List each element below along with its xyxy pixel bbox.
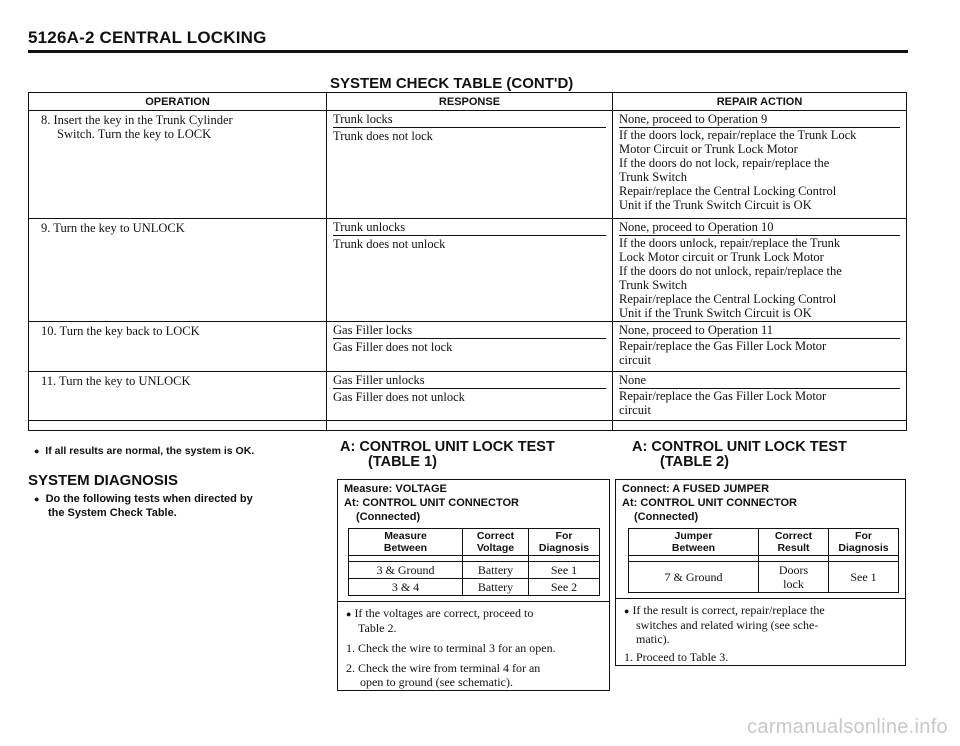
table1-header: [338, 480, 609, 524]
table2-col-header: Correct Result: [759, 529, 829, 556]
table1-header-line: (Connected): [356, 511, 421, 523]
table1-cell: See 2: [529, 579, 600, 596]
response-text: Gas Filler does not unlock: [333, 389, 465, 404]
table1-note-line: If the voltages are correct, proceed to: [354, 606, 534, 620]
repair-text: If the doors unlock, repair/replace the Trunk: [619, 235, 841, 250]
table2-header-line: (Connected): [634, 511, 699, 523]
table-row: [349, 562, 600, 579]
table2-title: [632, 440, 872, 470]
table1-title-line: A: CONTROL UNIT LOCK TEST: [340, 439, 555, 455]
repair-text: circuit: [619, 402, 651, 417]
table1-header-line: Measure: VOLTAGE: [344, 483, 447, 495]
divider: [338, 601, 609, 602]
table2-title-line: A: CONTROL UNIT LOCK TEST: [632, 439, 847, 455]
table-row: [29, 111, 907, 129]
table-row: [29, 322, 907, 340]
table2-step: 1. Proceed to Table 3.: [624, 650, 729, 664]
repair-text: Repair/replace the Central Locking Control: [619, 184, 837, 198]
operation-cell: [29, 322, 327, 372]
repair-text: Repair/replace the Gas Filler Lock Motor: [619, 388, 827, 403]
diagnosis-line: the System Check Table.: [48, 507, 177, 519]
repair-text: circuit: [619, 353, 651, 367]
table2-notes: [624, 603, 900, 664]
table2-header-line: At: CONTROL UNIT CONNECTOR: [622, 497, 797, 509]
repair-text: None: [619, 372, 900, 389]
repair-text: Unit if the Trunk Switch Circuit is OK: [619, 198, 812, 212]
divider: [616, 598, 905, 599]
table2-note-line: If the result is correct, repair/replace the: [632, 603, 825, 617]
table1-grid: [348, 528, 600, 596]
response-text: Trunk unlocks: [333, 219, 606, 236]
operation-text: 10. Turn the key back to LOCK: [41, 324, 200, 338]
table-row: [349, 579, 600, 596]
column-header-response: RESPONSE: [327, 93, 613, 111]
table2-box: [615, 479, 906, 666]
repair-text: Unit if the Trunk Switch Circuit is OK: [619, 305, 812, 320]
table1-step: 1. Check the wire to terminal 3 for an open.: [346, 641, 556, 655]
table1-cell: See 1: [529, 562, 600, 579]
page-header: [28, 28, 908, 48]
bullet-icon: ●: [34, 446, 40, 456]
operation-cell: [29, 111, 327, 219]
system-diagnosis-text: [34, 492, 304, 520]
response-text: Gas Filler locks: [333, 322, 606, 339]
table2-note-line: switches and related wiring (see sche-: [636, 618, 819, 632]
table2-title-line: (TABLE 2): [660, 454, 730, 470]
response-text: Trunk does not lock: [333, 129, 433, 143]
table1-notes: [346, 606, 604, 689]
column-header-operation: OPERATION: [29, 93, 327, 111]
operation-text: Switch. Turn the key to LOCK: [57, 127, 212, 141]
response-text: Trunk does not unlock: [333, 236, 446, 251]
table1-step: open to ground (see schematic).: [360, 675, 513, 689]
table2-cell: Doors lock: [759, 562, 829, 593]
repair-text: Trunk Switch: [619, 170, 687, 184]
table1-col-header: Measure Between: [349, 529, 463, 556]
table1-title-line: (TABLE 1): [368, 454, 438, 470]
table-row: [629, 562, 899, 593]
system-check-table-title: SYSTEM CHECK TABLE (CONT'D): [330, 75, 574, 92]
bullet-icon: ●: [34, 494, 40, 504]
table2-note-line: matic).: [636, 632, 670, 646]
table-row: [29, 218, 907, 236]
repair-text: None, proceed to Operation 11: [619, 322, 900, 339]
table2-col-header: Jumper Between: [629, 529, 759, 556]
table2-header: [616, 480, 905, 524]
table-row: [29, 371, 907, 389]
system-ok-note: [34, 445, 254, 457]
table1-box: [337, 479, 610, 691]
response-text: Gas Filler unlocks: [333, 372, 606, 389]
bullet-icon: ●: [624, 606, 630, 616]
system-diagnosis-heading: SYSTEM DIAGNOSIS: [28, 472, 179, 489]
repair-text: If the doors do not lock, repair/replace the: [619, 156, 830, 170]
header-rule: [28, 50, 908, 53]
table2-grid: [628, 528, 899, 593]
repair-text: None, proceed to Operation 10: [619, 219, 900, 236]
page-header-title: 5126A-2 CENTRAL LOCKING: [28, 28, 267, 47]
operation-cell: [29, 218, 327, 322]
operation-text: 8. Insert the key in the Trunk Cylinder: [41, 113, 233, 127]
response-text: Trunk locks: [333, 111, 606, 128]
repair-text: Motor Circuit or Trunk Lock Motor: [619, 142, 798, 156]
table1-header-line: At: CONTROL UNIT CONNECTOR: [344, 497, 519, 509]
table1-note-line: Table 2.: [358, 621, 397, 635]
table-row-empty: [29, 421, 907, 431]
bullet-icon: ●: [346, 609, 352, 619]
watermark: carmanualsonline.info: [747, 716, 948, 738]
repair-text: Lock Motor circuit or Trunk Lock Motor: [619, 249, 824, 264]
table1-step: 2. Check the wire from terminal 4 for an: [346, 661, 541, 675]
table1-cell: Battery: [463, 562, 529, 579]
repair-text: If the doors do not unlock, repair/replace the: [619, 263, 842, 278]
column-header-repair-action: REPAIR ACTION: [613, 93, 907, 111]
table2-header-line: Connect: A FUSED JUMPER: [622, 483, 770, 495]
table1-title: [340, 440, 580, 470]
table2-cell: 7 & Ground: [629, 562, 759, 593]
system-ok-text: If all results are normal, the system is OK.: [45, 445, 255, 457]
table1-col-header: For Diagnosis: [529, 529, 600, 556]
operation-text: 11. Turn the key to UNLOCK: [41, 373, 191, 388]
repair-text: Repair/replace the Gas Filler Lock Motor: [619, 339, 827, 353]
table2-cell: See 1: [829, 562, 899, 593]
repair-text: None, proceed to Operation 9: [619, 111, 900, 128]
response-text: Gas Filler does not lock: [333, 340, 453, 354]
repair-text: If the doors lock, repair/replace the Trunk Lock: [619, 128, 857, 142]
table1-cell: 3 & 4: [349, 579, 463, 596]
diagnosis-line: Do the following tests when directed by: [45, 493, 253, 505]
system-check-table: [28, 92, 907, 431]
table1-cell: 3 & Ground: [349, 562, 463, 579]
table2-col-header: For Diagnosis: [829, 529, 899, 556]
repair-text: Repair/replace the Central Locking Control: [619, 291, 837, 306]
operation-text: 9. Turn the key to UNLOCK: [41, 220, 185, 235]
table1-col-header: Correct Voltage: [463, 529, 529, 556]
operation-cell: [29, 371, 327, 421]
repair-text: Trunk Switch: [619, 277, 687, 292]
table1-cell: Battery: [463, 579, 529, 596]
